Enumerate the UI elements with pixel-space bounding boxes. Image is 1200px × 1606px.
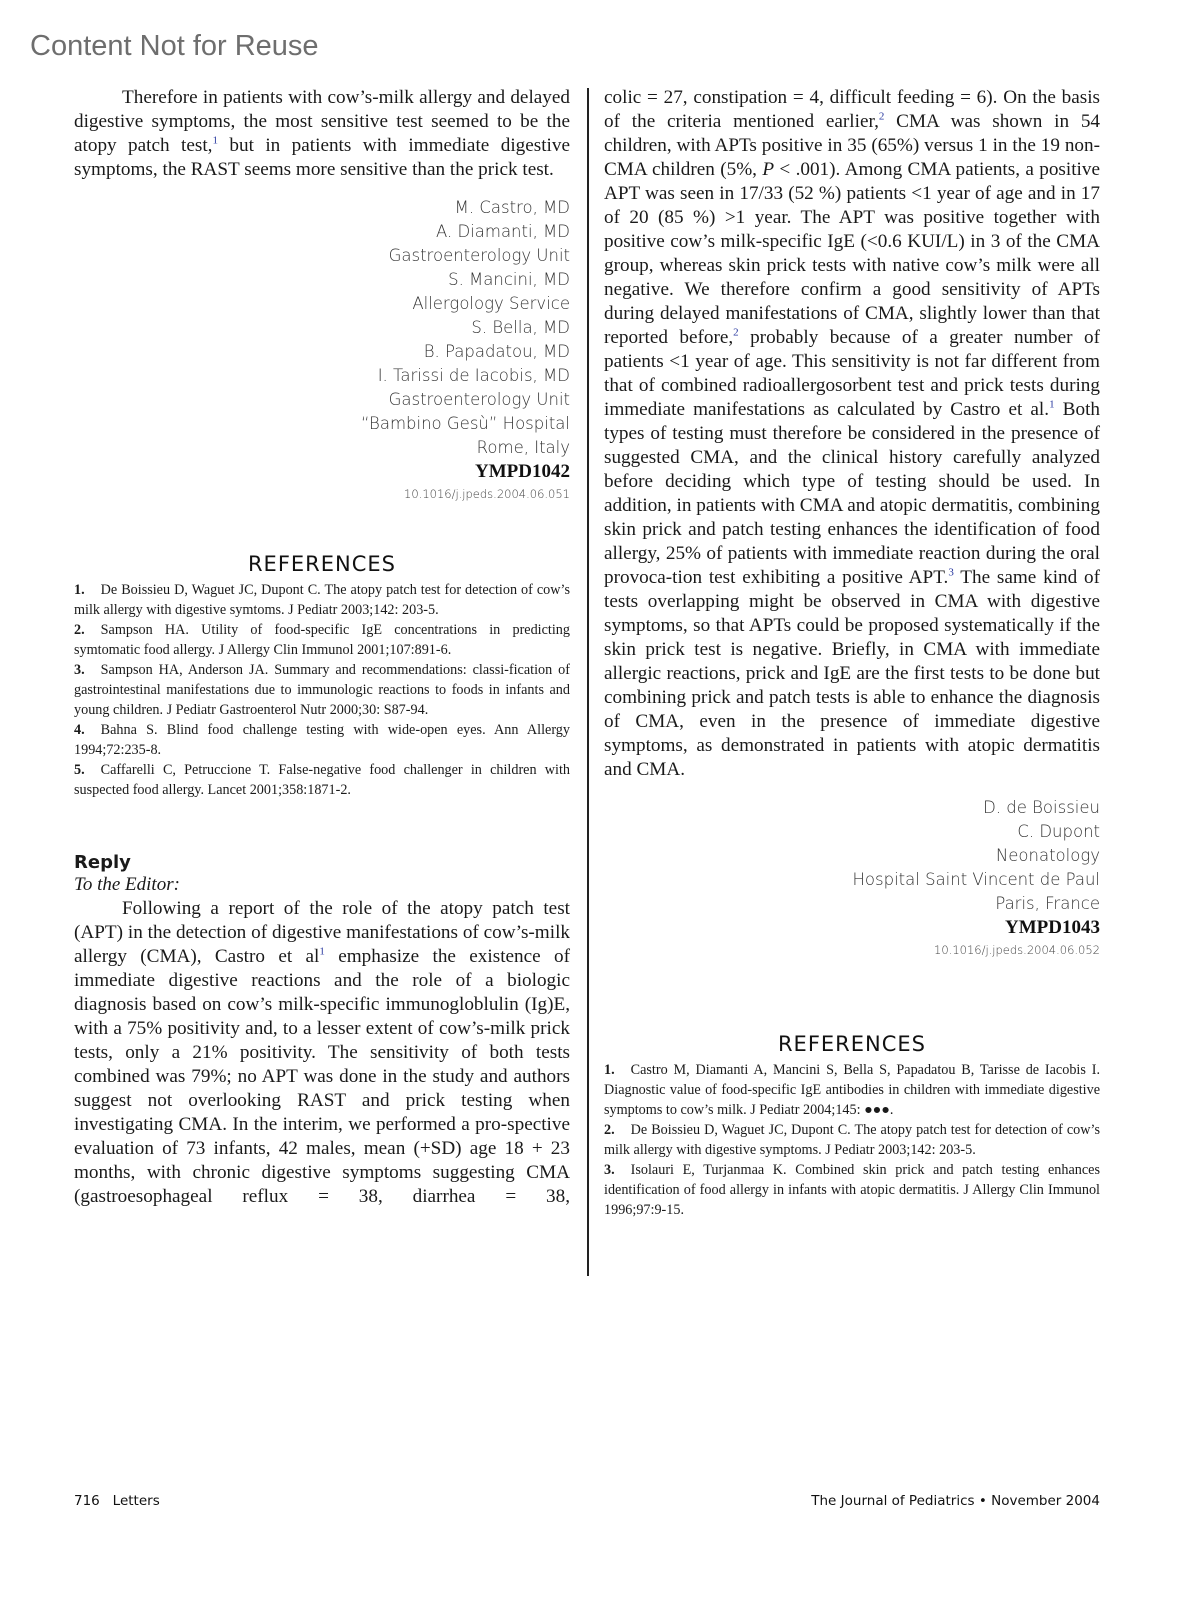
signature-line: S. Bella, MD bbox=[471, 318, 570, 337]
citation-link[interactable]: 1 bbox=[212, 134, 218, 147]
text: P bbox=[762, 159, 775, 180]
reference-list bbox=[74, 580, 570, 800]
reply-continuation-paragraph bbox=[604, 86, 1100, 782]
ref-number: 2. bbox=[74, 622, 85, 638]
ref-number: 2. bbox=[604, 1122, 615, 1138]
citation-link[interactable]: 1 bbox=[319, 945, 325, 958]
text: < .001). Among CMA patients, a positive APT was seen in 17/33 (52 %) patients <1 year of age and in 17 of 20 (85 %) >1 year. The APT was positive together with positive cow’s milk-specific IgE (<0.6 KUI/L) in 3 of the CMA group, whereas skin prick tests with native cow’s milk were all negative. We therefore confirm a good sensitivity of APTs during delayed manifestations of CMA, slightly lower than that reported before, bbox=[604, 159, 1100, 348]
ref-text: Isolauri E, Turjanmaa K. Combined skin prick and patch testing enhances identification of food allergy in infants with atopic dermatitis. J Allergy Clin Immunol 1996;97:9-15. bbox=[604, 1162, 1100, 1218]
text: The same kind of tests overlapping might be observed in CMA with digestive symptoms, so that APTs could be proposed systematically if the skin prick test is negative. Briefly, in CMA with immediate allergic reactions, prick and IgE are the first tests to be done but combining prick and patch tests is able to enhance the diagnosis of CMA, even in the presence of immediate digestive symptoms, as demonstrated in patients with atopic dermatitis and CMA. bbox=[604, 567, 1100, 780]
text: CMA was shown in 54 children, with APTs positive in 35 (65%) versus 1 in the 19 non-CMA children (5%, bbox=[604, 111, 1101, 180]
ref-text: Caffarelli C, Petruccione T. False-negative food challenger in children with suspected food allergy. Lancet 2001;358:1871-2. bbox=[74, 762, 570, 798]
column-divider bbox=[587, 88, 589, 1276]
signature-line: B. Papadatou, MD bbox=[423, 342, 570, 361]
reference-list bbox=[604, 1060, 1100, 1220]
text: Following a report of the role of the atopy patch test (APT) in the detection of digestive manifestations of cow’s-milk allergy (CMA), Castro et al bbox=[74, 898, 570, 967]
reply-heading: Reply bbox=[74, 852, 131, 873]
reference-item bbox=[74, 620, 570, 660]
citation-link[interactable]: 1 bbox=[1049, 398, 1055, 411]
text: Both types of testing must therefore be considered in the presence of suggested CMA, and the clinical history carefully analyzed before deciding which type of testing should be used. In addition, in patients with CMA and atopic dermatitis, combining skin prick and patch testing enhances the identification of food allergy, 25% of patients with immediate reaction during the oral provoca-tion test exhibiting a positive APT. bbox=[604, 399, 1100, 588]
letter-closing-paragraph bbox=[74, 86, 570, 182]
signature-line: I. Tarissi de Iacobis, MD bbox=[377, 366, 570, 385]
text: emphasize the existence of immediate digestive reactions and the role of a biologic diagnosis based on cow’s milk-specific immunogloblulin (Ig)E, with a 75% positivity and, to a lesser extent of cow’s-milk prick tests, only a 21% positivity. The sensitivity of both tests combined was 79%; no APT was done in the study and authors suggest not overlooking RAST and prick testing when investigating CMA. In the interim, we performed a pro-spective evaluation of 73 infants, 42 males, mean (+SD) age 18 + 23 months, with chronic digestive symptoms suggesting CMA (gastroesophageal reflux = 38, diarrhea = 38, bbox=[74, 946, 570, 1207]
ref-text: De Boissieu D, Waguet JC, Dupont C. The atopy patch test for detection of cow’s milk allergy with digestive symtoms. J Pediatr 2003;142: 203-5. bbox=[74, 582, 570, 618]
ref-number: 1. bbox=[74, 582, 85, 598]
signature-line: A. Diamanti, MD bbox=[435, 222, 570, 241]
doi-link[interactable]: 10.1016/j.jpeds.2004.06.052 bbox=[934, 943, 1100, 957]
separator: • bbox=[978, 1493, 987, 1509]
article-code: YMPD1043 bbox=[1005, 917, 1100, 938]
text: colic = 27, constipation = 4, difficult feeding = 6). On the basis of the criteria mentioned earlier, bbox=[604, 87, 1100, 132]
ref-number: 1. bbox=[604, 1062, 615, 1078]
ref-number: 5. bbox=[74, 762, 85, 778]
signature-line: S. Mancini, MD bbox=[448, 270, 570, 289]
doi-link[interactable]: 10.1016/j.jpeds.2004.06.051 bbox=[404, 487, 570, 501]
reference-item bbox=[604, 1060, 1100, 1120]
ref-number: 3. bbox=[74, 662, 85, 678]
signature-line: “Bambino Gesù” Hospital bbox=[361, 414, 570, 433]
signature-line: C. Dupont bbox=[1017, 822, 1100, 841]
footer-right bbox=[811, 1493, 1100, 1509]
watermark: Content Not for Reuse bbox=[30, 30, 319, 62]
citation-link[interactable]: 2 bbox=[878, 110, 885, 123]
salutation: To the Editor: bbox=[74, 874, 180, 895]
signature-line: Gastroenterology Unit bbox=[388, 246, 570, 265]
author-signature bbox=[604, 796, 1100, 960]
text: probably because of a greater number of patients <1 year of age. This sensitivity is not far different from that of combined radioallergosorbent test and prick tests during immediate manifestations as calculated by Castro et al. bbox=[604, 327, 1100, 420]
reference-item bbox=[74, 760, 570, 800]
signature-line: Rome, Italy bbox=[476, 438, 570, 457]
reference-item bbox=[604, 1120, 1100, 1160]
text: Therefore in patients with cow’s-milk allergy and delayed digestive symptoms, the most sensitive test seemed to be the atopy patch test, bbox=[74, 87, 570, 156]
reference-item bbox=[74, 660, 570, 720]
signature-line: Hospital Saint Vincent de Paul bbox=[852, 870, 1100, 889]
footer-left bbox=[74, 1493, 160, 1509]
references-heading: REFERENCES bbox=[777, 1032, 927, 1056]
references-heading: REFERENCES bbox=[247, 552, 397, 576]
reference-item bbox=[74, 720, 570, 760]
article-code: YMPD1042 bbox=[475, 461, 570, 482]
signature-line: Gastroenterology Unit bbox=[388, 390, 570, 409]
signature-line: M. Castro, MD bbox=[454, 198, 570, 217]
reference-item bbox=[604, 1160, 1100, 1220]
ref-text: Bahna S. Blind food challenge testing with wide-open eyes. Ann Allergy 1994;72:235-8. bbox=[74, 722, 570, 758]
journal-name: The Journal of Pediatrics bbox=[811, 1493, 975, 1509]
citation-link[interactable]: 2 bbox=[733, 326, 739, 339]
left-column bbox=[74, 86, 570, 1209]
issue-date: November 2004 bbox=[991, 1493, 1100, 1509]
signature-line: D. de Boissieu bbox=[983, 798, 1100, 817]
section-name: Letters bbox=[112, 1493, 160, 1509]
ref-text: Sampson HA, Anderson JA. Summary and recommendations: classi-fication of gastrointestinal manifestations due to immunologic reactions to foods in infants and young children. J Pediatr Gastroenterol Nutr 2000;30: S87-94. bbox=[74, 662, 570, 718]
signature-line: Allergology Service bbox=[412, 294, 570, 313]
ref-text: Sampson HA. Utility of food-specific IgE concentrations in predicting symtomatic food allergy. J Allergy Clin Immunol 2001;107:891-6. bbox=[74, 622, 570, 658]
author-signature bbox=[74, 196, 570, 504]
ref-number: 3. bbox=[604, 1162, 615, 1178]
page-number: 716 bbox=[74, 1493, 100, 1509]
ref-text: Castro M, Diamanti A, Mancini S, Bella S, Papadatou B, Tarisse de Iacobis I. Diagnostic value of food-specific IgE antibodies in children with immediate digestive symptoms to cow’s milk. J Pediatr 2004;145: ●●●. bbox=[604, 1062, 1100, 1118]
ref-text: De Boissieu D, Waguet JC, Dupont C. The atopy patch test for detection of cow’s milk allergy with digestive symptoms. J Pediatr 2003;142: 203-5. bbox=[604, 1122, 1100, 1158]
text: but in patients with immediate digestive symptoms, the RAST seems more sensitive than the prick test. bbox=[74, 135, 570, 180]
signature-line: Neonatology bbox=[995, 846, 1100, 865]
reference-item bbox=[74, 580, 570, 620]
signature-line: Paris, France bbox=[995, 894, 1100, 913]
right-column bbox=[604, 86, 1100, 1220]
citation-link[interactable]: 3 bbox=[948, 566, 954, 579]
reply-paragraph bbox=[74, 897, 570, 1209]
ref-number: 4. bbox=[74, 722, 85, 738]
